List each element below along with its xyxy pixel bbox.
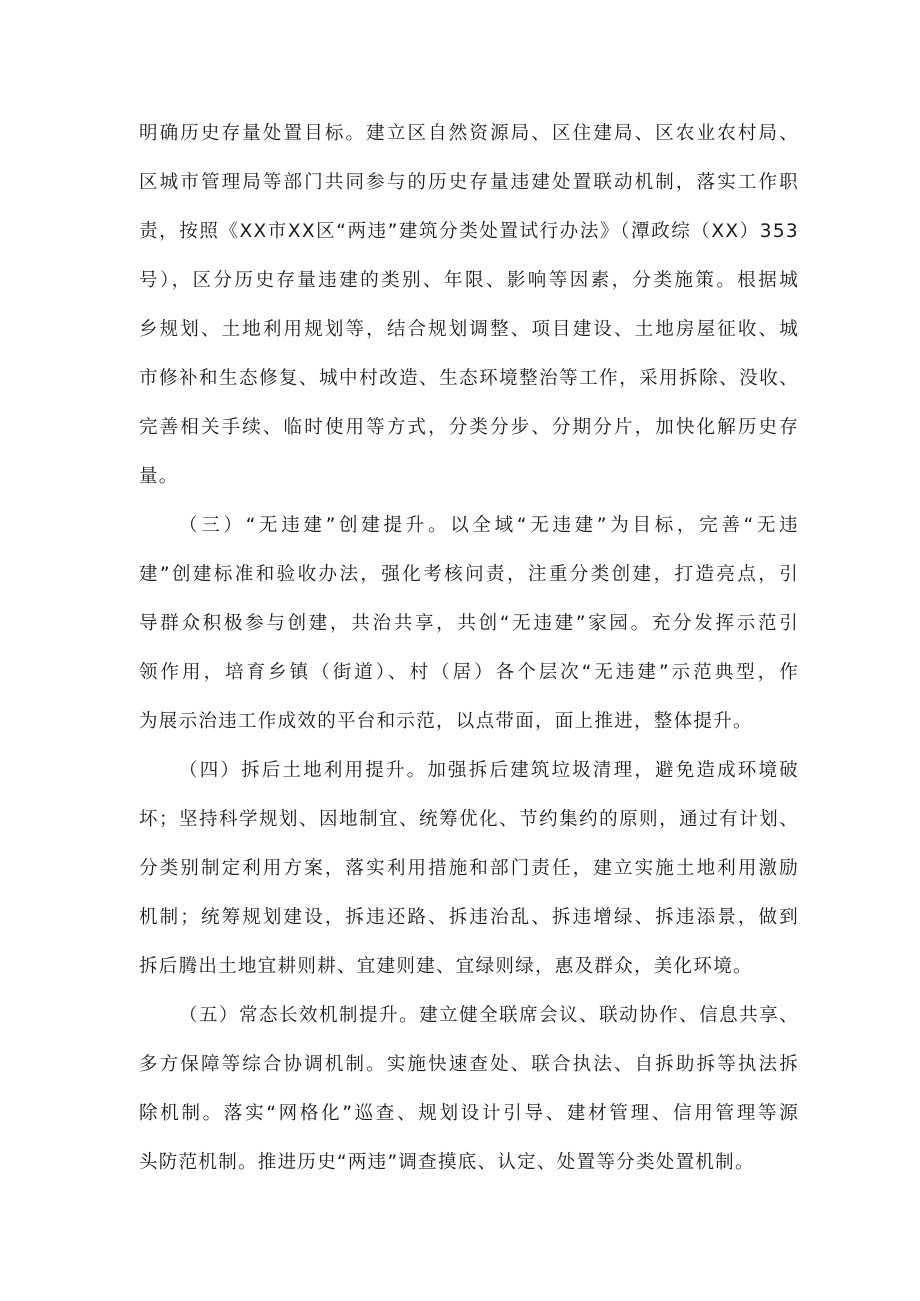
text-line: 机制；统筹规划建设，拆违还路、拆违治乱、拆违增绿、拆违添景，做到 bbox=[139, 907, 799, 928]
text-line: 坏；坚持科学规划、因地制宜、统筹优化、节约集约的原则，通过有计划、 bbox=[139, 809, 799, 830]
text-line: 责，按照《XX市XX区“两违”建筑分类处置试行办法》（潭政综（XX）353 bbox=[139, 221, 799, 242]
section-heading-line: （五）常态长效机制提升。建立健全联席会议、联动协作、信息共享、 bbox=[179, 1005, 799, 1026]
text-line: 区城市管理局等部门共同参与的历史存量违建处置联动机制，落实工作职 bbox=[139, 172, 799, 193]
section-heading-line: （三）“无违建”创建提升。以全域“无违建”为目标，完善“无违 bbox=[179, 515, 799, 536]
document-body bbox=[139, 109, 799, 1187]
text-line: 分类别制定利用方案，落实利用措施和部门责任，建立实施土地利用激励 bbox=[139, 858, 799, 879]
text-line: 多方保障等综合协调机制。实施快速查处、联合执法、自拆助拆等执法拆 bbox=[139, 1054, 799, 1075]
text-line: 量。 bbox=[139, 466, 179, 487]
text-line: 市修补和生态修复、城中村改造、生态环境整治等工作，采用拆除、没收、 bbox=[139, 368, 799, 389]
text-line: 导群众积极参与创建，共治共享，共创“无违建”家园。充分发挥示范引 bbox=[139, 613, 799, 634]
section-heading-line: （四）拆后土地利用提升。加强拆后建筑垃圾清理，避免造成环境破 bbox=[179, 760, 799, 781]
text-line: 除机制。落实“网格化”巡查、规划设计引导、建材管理、信用管理等源 bbox=[139, 1103, 799, 1124]
text-line: 头防范机制。推进历史“两违”调查摸底、认定、处置等分类处置机制。 bbox=[139, 1152, 755, 1173]
text-line: 拆后腾出土地宜耕则耕、宜建则建、宜绿则绿，惠及群众，美化环境。 bbox=[139, 956, 753, 977]
text-line: 明确历史存量处置目标。建立区自然资源局、区住建局、区农业农村局、 bbox=[139, 123, 799, 144]
text-line: 为展示治违工作成效的平台和示范，以点带面，面上推进，整体提升。 bbox=[139, 711, 753, 732]
text-line: 号），区分历史存量违建的类别、年限、影响等因素，分类施策。根据城 bbox=[139, 270, 799, 291]
text-line: 乡规划、土地利用规划等，结合规划调整、项目建设、土地房屋征收、城 bbox=[139, 319, 799, 340]
text-line: 完善相关手续、临时使用等方式，分类分步、分期分片，加快化解历史存 bbox=[139, 417, 799, 438]
text-line: 领作用，培育乡镇（街道）、村（居）各个层次“无违建”示范典型，作 bbox=[139, 662, 799, 683]
text-line: 建”创建标准和验收办法，强化考核问责，注重分类创建，打造亮点，引 bbox=[139, 564, 799, 585]
